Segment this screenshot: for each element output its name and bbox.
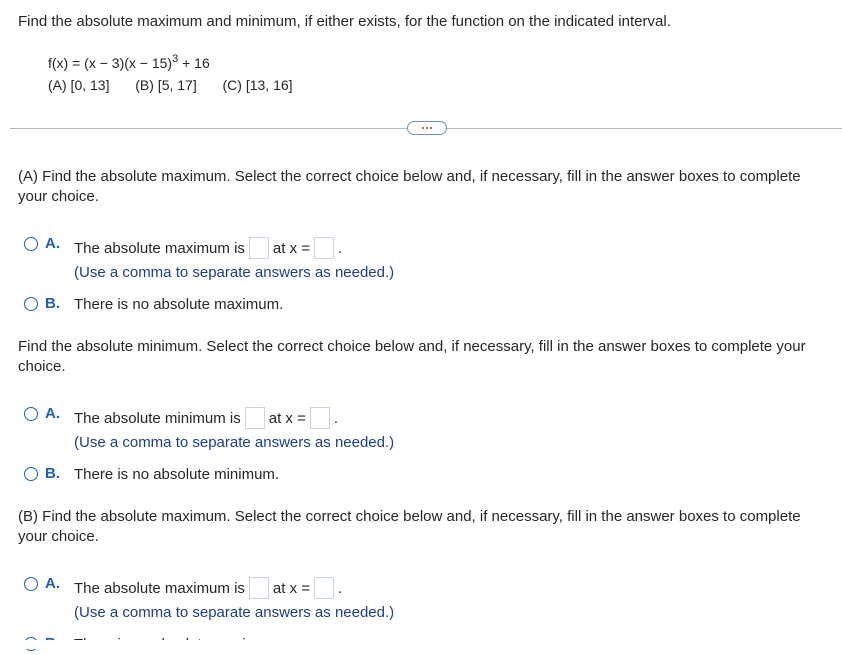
part-a-max-letter-b: B. [45,295,60,312]
ellipsis-icon [422,127,424,129]
part-a-max-value-input[interactable] [249,237,269,259]
part-b-max-radio-a[interactable] [24,577,38,591]
interval-b: (B) [5, 17] [135,77,197,93]
instruction-text: Find the absolute maximum and minimum, if either exists, for the function on the indicated interval. [18,13,671,30]
part-a-max-choice-a: The absolute maximum is at x = . [74,238,342,260]
part-a-min-hint: (Use a comma to separate answers as needed.) [74,434,395,451]
part-b-max-at-label: at x = [272,579,311,597]
part-a-min-letter-a: A. [45,405,60,422]
part-a-min-at-label: at x = [268,409,306,427]
part-a-max-choice-b: There is no absolute maximum. [74,296,284,313]
part-b-max-letter-a: A. [45,575,60,592]
expand-more-button[interactable] [407,121,447,135]
ellipsis-icon-dot2 [426,127,428,129]
function-definition [48,54,210,72]
function-prefix: f(x) = (x − 3)(x − 15) [48,55,173,71]
part-a-min-choice-a: The absolute minimum is at x = . [74,408,338,430]
part-a-max-at-label: at x = [272,239,311,257]
part-a-min-choice-b: There is no absolute minimum. [74,466,280,483]
ellipsis-icon-dot3 [430,127,432,129]
part-a-min-radio-b[interactable] [24,467,38,481]
function-suffix: + 16 [178,55,210,71]
part-a-min-value-input[interactable] [245,407,265,429]
part-a-max-radio-a[interactable] [24,237,38,251]
part-b-max-choice-a: The absolute maximum is at x = . [74,578,342,600]
part-b-max-choice-a-text: The absolute maximum is [74,579,245,597]
part-a-max-hint: (Use a comma to separate answers as needed.) [74,264,395,281]
part-b-max-x-input[interactable] [314,577,334,599]
part-a-min-radio-a[interactable] [24,407,38,421]
function-exponent: 3 [172,53,179,65]
part-a-min-prompt: Find the absolute minimum. Select the correct choice below and, if necessary, fill in the answer boxes to complete your choice. [18,338,806,375]
part-a-min-x-input[interactable] [310,407,330,429]
interval-c: (C) [13, 16] [222,77,293,93]
scroll-clip [0,640,842,649]
part-b-max-prompt: (B) Find the absolute maximum. Select the correct choice below and, if necessary, fill in the answer boxes to complete your choice. [18,508,801,545]
part-a-max-choice-a-text: The absolute maximum is [74,239,245,257]
part-b-max-value-input[interactable] [249,577,269,599]
part-a-max-letter-a: A. [45,235,60,252]
part-a-min-letter-b: B. [45,465,60,482]
part-a-max-prompt: (A) Find the absolute maximum. Select the correct choice below and, if necessary, fill in the answer boxes to complete your choice. [18,168,801,205]
interval-list [48,76,293,94]
part-b-max-hint: (Use a comma to separate answers as needed.) [74,604,395,621]
part-a-min-choice-a-text: The absolute minimum is [74,409,241,427]
part-a-max-radio-b[interactable] [24,297,38,311]
part-a-max-x-input[interactable] [314,237,334,259]
interval-a: (A) [0, 13] [48,77,110,93]
